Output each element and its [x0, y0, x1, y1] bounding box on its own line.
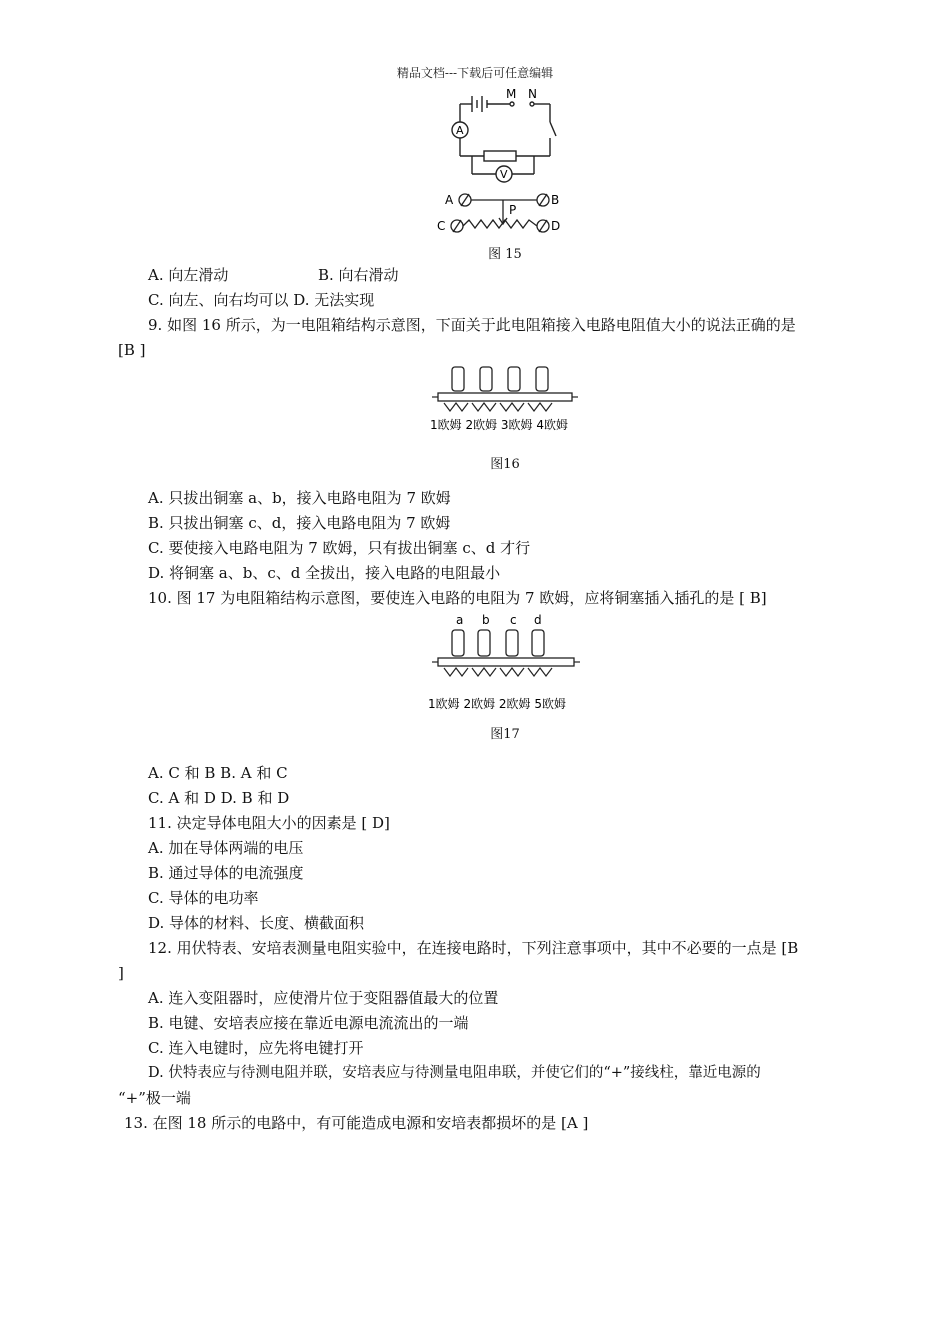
figure-15-rheostat: [437, 190, 583, 240]
label-a: A: [445, 193, 454, 207]
plug-label-b: b: [482, 613, 490, 627]
q10-stem: 10. 图 17 为电阻箱结构示意图，要使连入电路的电阻为 7 欧姆，应将铜塞插入插孔的是 [ B]: [148, 589, 767, 607]
ammeter-icon: A: [456, 124, 464, 137]
q11-option-a: A. 加在导体两端的电压: [148, 839, 304, 857]
q9-option-d: D. 将铜塞 a、b、c、d 全拔出，接入电路的电阻最小: [148, 564, 501, 582]
label-p: P: [509, 203, 517, 217]
plug-label-c: c: [510, 613, 517, 627]
label-m: M: [506, 87, 517, 101]
plug-label-a: a: [456, 613, 464, 627]
q11-stem: 11. 决定导体电阻大小的因素是 [ D]: [148, 814, 390, 832]
q9-stem: 9. 如图 16 所示，为一电阻箱结构示意图，下面关于此电阻箱接入电路电阻值大小的说法正确的是: [148, 316, 796, 334]
figure-16-caption: 图16: [490, 457, 520, 472]
q13-stem: 13. 在图 18 所示的电路中，有可能造成电源和安培表都损坏的是 [A ]: [124, 1114, 589, 1132]
q12-option-a: A. 连入变阻器时，应使滑片位于变阻器值最大的位置: [148, 989, 499, 1007]
figure-17-resistance-box: [428, 610, 588, 715]
q8-option-cd: C. 向左、向右均可以 D. 无法实现: [148, 291, 375, 309]
q12-option-d-cont: “+”极一端: [118, 1089, 191, 1107]
q12-stem: 12. 用伏特表、安培表测量电阻实验中，在连接电路时，下列注意事项中，其中不必要的一点是 [B: [148, 939, 799, 957]
label-c: C: [437, 219, 446, 233]
figure-16-resistance-box: [430, 363, 580, 433]
q11-option-b: B. 通过导体的电流强度: [148, 864, 304, 882]
figure-17-resistor-labels: 1欧姆 2欧姆 2欧姆 5欧姆: [428, 697, 566, 711]
figure-15-circuit: [444, 86, 574, 186]
q12-option-c: C. 连入电键时，应先将电键打开: [148, 1039, 364, 1057]
q12-option-d: D. 伏特表应与待测电阻并联，安培表应与待测量电阻串联，并使它们的“+”接线柱，靠近电源的: [148, 1065, 761, 1081]
voltmeter-icon: V: [500, 168, 508, 181]
label-b: B: [551, 193, 560, 207]
q9-option-a: A. 只拔出铜塞 a、b，接入电路电阻为 7 欧姆: [148, 489, 451, 507]
figure-15-caption: 图 15: [488, 247, 522, 262]
q9-option-b: B. 只拔出铜塞 c、d，接入电路电阻为 7 欧姆: [148, 514, 451, 532]
q9-option-c: C. 要使接入电路电阻为 7 欧姆，只有拔出铜塞 c、d 才行: [148, 539, 531, 557]
q10-options-ab: A. C 和 B B. A 和 C: [148, 764, 288, 782]
figure-17-caption: 图17: [490, 727, 520, 742]
page-header: 精品文档---下载后可任意编辑: [396, 66, 554, 80]
q8-option-a: A. 向左滑动: [148, 266, 229, 284]
q12-option-b: B. 电键、安培表应接在靠近电源电流流出的一端: [148, 1014, 469, 1032]
label-n: N: [528, 87, 537, 101]
q10-options-cd: C. A 和 D D. B 和 D: [148, 789, 290, 807]
plug-label-d: d: [534, 613, 542, 627]
q9-answer: [B ]: [118, 341, 146, 359]
q8-option-b: B. 向右滑动: [318, 266, 399, 284]
label-d: D: [551, 219, 561, 233]
figure-16-resistor-labels: 1欧姆 2欧姆 3欧姆 4欧姆: [430, 418, 568, 432]
q11-option-d: D. 导体的材料、长度、横截面积: [148, 914, 365, 932]
q11-option-c: C. 导体的电功率: [148, 889, 259, 907]
q12-stem-end: ]: [118, 964, 124, 982]
